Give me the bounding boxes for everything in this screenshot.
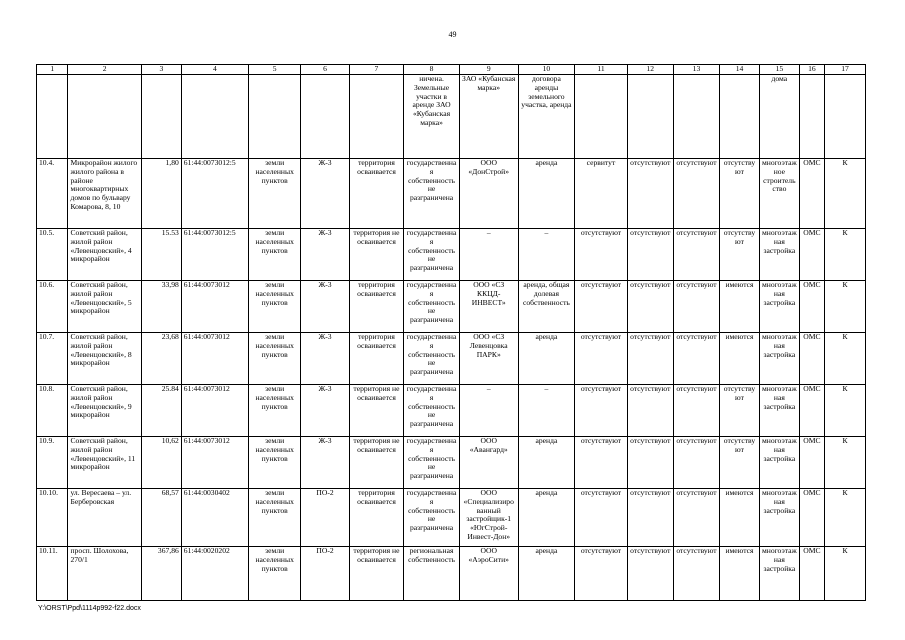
table-cell-col-3: 1,80	[141, 159, 181, 229]
column-header-1: 1	[37, 65, 68, 75]
table-cell-col-15: многоэтажная застройка	[759, 385, 799, 437]
table-cell-col-9: ООО «Авангард»	[459, 437, 518, 489]
file-path-footer: Y:\ORST\Ppd\1114p992-f22.docx	[38, 605, 141, 612]
column-header-10: 10	[518, 65, 575, 75]
table-cell-col-11: отсутствуют	[575, 229, 627, 281]
land-plots-table	[36, 64, 866, 601]
table-cell-col-2: Советский район, жилой район «Левенцовский», 5 микрорайон	[68, 281, 141, 333]
table-cell-col-16: ОМС	[799, 281, 824, 333]
table-cell-col-4: 61:44:0073012	[181, 333, 248, 385]
table-cell-col-4: 61:44:0073012	[181, 437, 248, 489]
table-cell-col-13: отсутствуют	[673, 281, 719, 333]
table-cell-col-7: территория осваивается	[349, 333, 404, 385]
table-cell-col-15: многоэтажная застройка	[759, 229, 799, 281]
table-cell-col-10: договора аренды земельного участка, аренда	[518, 75, 575, 159]
table-cell-col-13: отсутствуют	[673, 489, 719, 547]
table-cell-col-6	[301, 75, 349, 159]
table-cell-col-11: отсутствуют	[575, 547, 627, 601]
table-cell-col-17: К	[824, 333, 865, 385]
table-cell-col-9: ООО «Специализированный застройщик-1 «ЮгСтрой-Инвест-Дон»	[459, 489, 518, 547]
table-cell-col-5: земли населенных пунктов	[248, 281, 300, 333]
table-cell-col-17: К	[824, 229, 865, 281]
column-header-17: 17	[824, 65, 865, 75]
table-cell-col-10: аренда	[518, 333, 575, 385]
table-cell-col-16	[799, 75, 824, 159]
table-cell-col-1: 10.5.	[37, 229, 68, 281]
table-cell-col-14: отсутствуют	[720, 159, 760, 229]
table-cell-col-5: земли населенных пунктов	[248, 333, 300, 385]
table-cell-col-9: –	[459, 229, 518, 281]
table-cell-col-13: отсутствуют	[673, 547, 719, 601]
table-cell-col-6: ПО-2	[301, 489, 349, 547]
table-cell-col-10: аренда	[518, 437, 575, 489]
table-cell-col-11: отсутствуют	[575, 489, 627, 547]
table-cell-col-11: отсутствуют	[575, 281, 627, 333]
table-cell-col-14: имеются	[720, 333, 760, 385]
table-cell-col-6: Ж-3	[301, 437, 349, 489]
table-cell-col-2: Микрорайон жилого жилого района в районе многоквартирных домов по бульвару Комарова, 8, 10	[68, 159, 141, 229]
table-cell-col-2: Советский район, жилой район «Левенцовский», 8 микрорайон	[68, 333, 141, 385]
column-header-5: 5	[248, 65, 300, 75]
table-cell-col-9: ООО «СЗ Левенцовка ПАРК»	[459, 333, 518, 385]
table-cell-col-12: отсутствуют	[627, 159, 673, 229]
table-cell-col-8: государственная собственность не разграничена	[404, 229, 460, 281]
table-cell-col-1: 10.10.	[37, 489, 68, 547]
table-cell-col-8: ничена. Земельные участки в аренде ЗАО «Кубанская марка»	[404, 75, 460, 159]
table-cell-col-4	[181, 75, 248, 159]
table-cell-col-15: многоэтажная застройка	[759, 489, 799, 547]
table-cell-col-13: отсутствуют	[673, 229, 719, 281]
table-cell-col-12	[627, 75, 673, 159]
table-cell-col-16: ОМС	[799, 489, 824, 547]
table-cell-col-3: 367,86	[141, 547, 181, 601]
table-cell-col-5: земли населенных пунктов	[248, 229, 300, 281]
table-cell-col-10: аренда	[518, 547, 575, 601]
table-cell-col-16: ОМС	[799, 333, 824, 385]
page-number: 49	[448, 30, 457, 39]
table-cell-col-5: земли населенных пунктов	[248, 437, 300, 489]
table-cell-col-13: отсутствуют	[673, 437, 719, 489]
table-cell-col-14: отсутствуют	[720, 437, 760, 489]
table-cell-col-10: аренда	[518, 159, 575, 229]
table-row	[37, 229, 866, 281]
table-header	[37, 65, 866, 75]
table-cell-col-12: отсутствуют	[627, 437, 673, 489]
table-cell-col-14	[720, 75, 760, 159]
column-header-7: 7	[349, 65, 404, 75]
table-cell-col-12: отсутствуют	[627, 489, 673, 547]
table-cell-col-17: К	[824, 281, 865, 333]
table-cell-col-6: Ж-3	[301, 229, 349, 281]
table-cell-col-17	[824, 75, 865, 159]
table-cell-col-4: 61:44:0073012:5	[181, 159, 248, 229]
table-cell-col-15: многоэтажная застройка	[759, 547, 799, 601]
table-cell-col-7: территория не осваивается	[349, 229, 404, 281]
table-cell-col-1	[37, 75, 68, 159]
table-cell-col-13: отсутствуют	[673, 385, 719, 437]
table-cell-col-14: имеются	[720, 281, 760, 333]
table-row	[37, 489, 866, 547]
table-cell-col-12: отсутствуют	[627, 281, 673, 333]
column-header-4: 4	[181, 65, 248, 75]
table-row	[37, 159, 866, 229]
table-cell-col-7: территория осваивается	[349, 489, 404, 547]
table-cell-col-2: Советский район, жилой район «Левенцовский», 9 микрорайон	[68, 385, 141, 437]
table-cell-col-2: просп. Шолохова, 270/1	[68, 547, 141, 601]
table-cell-col-7	[349, 75, 404, 159]
table-cell-col-9: ООО «АэроСити»	[459, 547, 518, 601]
table-cell-col-15: многоэтажная застройка	[759, 333, 799, 385]
table-cell-col-16: ОМС	[799, 159, 824, 229]
table-cell-col-8: государственная собственность не разграничена	[404, 437, 460, 489]
table-cell-col-9: –	[459, 385, 518, 437]
table-cell-col-4: 61:44:0030402	[181, 489, 248, 547]
table-row	[37, 333, 866, 385]
table-cell-col-8: государственная собственность не разграничена	[404, 281, 460, 333]
table-cell-col-14: имеются	[720, 547, 760, 601]
table-cell-col-12: отсутствуют	[627, 333, 673, 385]
table-cell-col-11: сервитут	[575, 159, 627, 229]
table-cell-col-17: К	[824, 437, 865, 489]
column-header-8: 8	[404, 65, 460, 75]
table-cell-col-13	[673, 75, 719, 159]
table-cell-col-2: ул. Вересаева – ул. Берберовская	[68, 489, 141, 547]
table-cell-col-6: Ж-3	[301, 333, 349, 385]
table-cell-col-7: территория не осваивается	[349, 547, 404, 601]
table-cell-col-7: территория осваивается	[349, 281, 404, 333]
table-cell-col-1: 10.8.	[37, 385, 68, 437]
table-cell-col-16: ОМС	[799, 229, 824, 281]
table-cell-col-8: государственная собственность не разграничена	[404, 333, 460, 385]
table-cell-col-11: отсутствуют	[575, 437, 627, 489]
column-header-15: 15	[759, 65, 799, 75]
table-cell-col-11: отсутствуют	[575, 385, 627, 437]
table-cell-col-6: Ж-3	[301, 159, 349, 229]
column-header-14: 14	[720, 65, 760, 75]
table-cell-col-4: 61:44:0020202	[181, 547, 248, 601]
table-cell-col-6: ПО-2	[301, 547, 349, 601]
table-cell-col-12: отсутствуют	[627, 229, 673, 281]
table-cell-col-12: отсутствуют	[627, 385, 673, 437]
table-cell-col-4: 61:44:0073012	[181, 281, 248, 333]
table-cell-col-17: К	[824, 385, 865, 437]
table-cell-col-9: ООО «СЗ ККЦД-ИНВЕСТ»	[459, 281, 518, 333]
table-cell-col-4: 61:44:0073012	[181, 385, 248, 437]
table-cell-col-5: земли населенных пунктов	[248, 159, 300, 229]
column-header-11: 11	[575, 65, 627, 75]
table-cell-col-3: 33,98	[141, 281, 181, 333]
table-cell-col-9: ЗАО «Кубанская марка»	[459, 75, 518, 159]
table-cell-col-2: Советский район, жилой район «Левенцовский», 11 микрорайон	[68, 437, 141, 489]
table-cell-col-9: ООО «ДонСтрой»	[459, 159, 518, 229]
table-cell-col-13: отсутствуют	[673, 333, 719, 385]
table-cell-col-2	[68, 75, 141, 159]
table-cell-col-10: –	[518, 229, 575, 281]
column-header-2: 2	[68, 65, 141, 75]
table-cell-col-1: 10.4.	[37, 159, 68, 229]
table-cell-col-11: отсутствуют	[575, 333, 627, 385]
table-cell-col-5: земли населенных пунктов	[248, 489, 300, 547]
table-cell-col-2: Советский район, жилой район «Левенцовский», 4 микрорайон	[68, 229, 141, 281]
table-cell-col-16: ОМС	[799, 385, 824, 437]
table-cell-col-12: отсутствуют	[627, 547, 673, 601]
table-cell-col-10: аренда, общая долевая собственность	[518, 281, 575, 333]
table-cell-col-3: 10,62	[141, 437, 181, 489]
table-cell-col-7: территория осваивается	[349, 159, 404, 229]
table-cell-col-10: аренда	[518, 489, 575, 547]
table-cell-col-4: 61:44:0073012:5	[181, 229, 248, 281]
table-cell-col-1: 10.6.	[37, 281, 68, 333]
table-cell-col-17: К	[824, 489, 865, 547]
table-body	[37, 75, 866, 601]
table-cell-col-3: 25.84	[141, 385, 181, 437]
table-cell-col-15: дома	[759, 75, 799, 159]
table-cell-col-13: отсутствуют	[673, 159, 719, 229]
table-cell-col-8: региональная собственность	[404, 547, 460, 601]
column-header-6: 6	[301, 65, 349, 75]
table-cell-col-8: государственная собственность не разграничена	[404, 489, 460, 547]
table-cell-col-1: 10.11.	[37, 547, 68, 601]
column-header-3: 3	[141, 65, 181, 75]
table-row	[37, 547, 866, 601]
table-cell-col-17: К	[824, 547, 865, 601]
table-cell-col-11	[575, 75, 627, 159]
table-cell-col-8: государственная собственность не разграничена	[404, 159, 460, 229]
table-row	[37, 385, 866, 437]
table-cell-col-14: отсутствуют	[720, 229, 760, 281]
table-cell-col-3	[141, 75, 181, 159]
table-cell-col-6: Ж-3	[301, 281, 349, 333]
table-cell-col-1: 10.9.	[37, 437, 68, 489]
table-cell-col-5: земли населенных пунктов	[248, 385, 300, 437]
column-header-13: 13	[673, 65, 719, 75]
table-cell-col-3: 15.53	[141, 229, 181, 281]
table-cell-col-15: многоэтажная застройка	[759, 281, 799, 333]
table-cell-col-16: ОМС	[799, 437, 824, 489]
table-cell-col-15: многоэтажное строительство	[759, 159, 799, 229]
table-row	[37, 75, 866, 159]
table-cell-col-3: 23,68	[141, 333, 181, 385]
table-cell-col-6: Ж-3	[301, 385, 349, 437]
table-cell-col-10: –	[518, 385, 575, 437]
column-header-9: 9	[459, 65, 518, 75]
table-cell-col-14: имеются	[720, 489, 760, 547]
table-cell-col-15: многоэтажная застройка	[759, 437, 799, 489]
table-cell-col-7: территория не осваивается	[349, 385, 404, 437]
table-cell-col-5: земли населенных пунктов	[248, 547, 300, 601]
table-cell-col-14: отсутствуют	[720, 385, 760, 437]
table-cell-col-7: территория не осваивается	[349, 437, 404, 489]
table-cell-col-17: К	[824, 159, 865, 229]
column-header-16: 16	[799, 65, 824, 75]
table-row	[37, 437, 866, 489]
table-cell-col-1: 10.7.	[37, 333, 68, 385]
column-header-12: 12	[627, 65, 673, 75]
table-cell-col-5	[248, 75, 300, 159]
table-row	[37, 281, 866, 333]
table-cell-col-3: 68,57	[141, 489, 181, 547]
table-cell-col-16: ОМС	[799, 547, 824, 601]
table-cell-col-8: государственная собственность не разграничена	[404, 385, 460, 437]
